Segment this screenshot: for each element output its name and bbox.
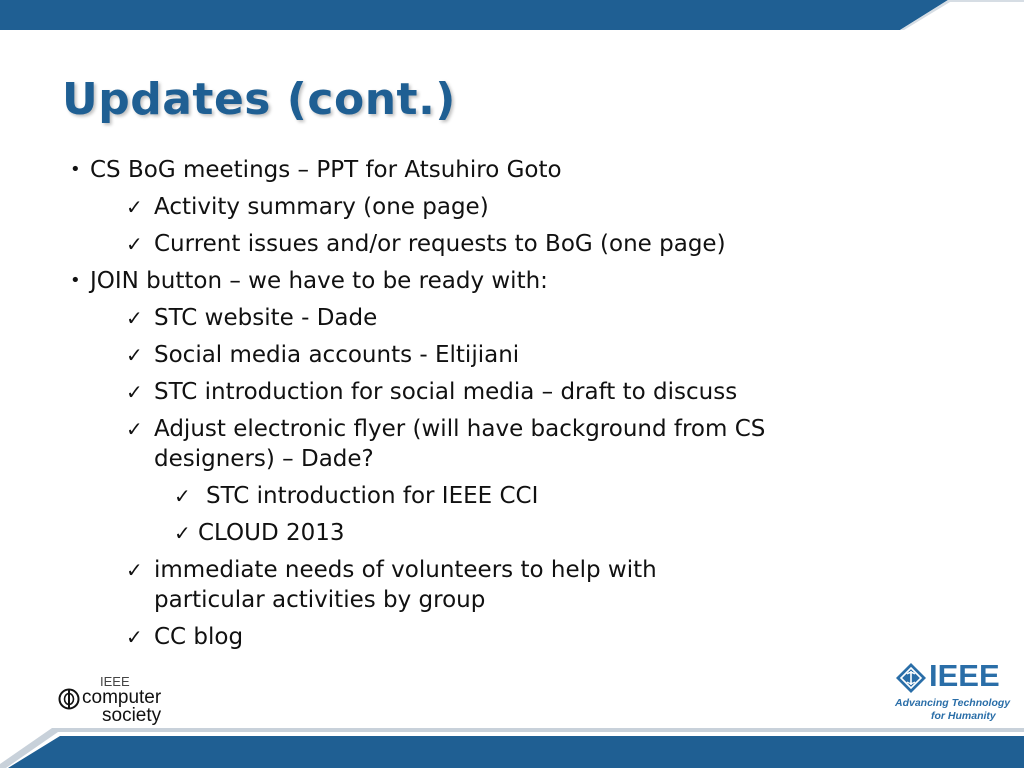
bullet-text: JOIN button – we have to be ready with:: [90, 268, 548, 294]
cs-emblem-icon: [58, 688, 80, 710]
checklist-item: [70, 229, 910, 259]
checklist-text: CC blog: [154, 624, 244, 650]
checkmark-icon: ✓: [174, 484, 191, 508]
checklist-subitem: [70, 481, 910, 511]
checklist-text: Adjust electronic flyer (will have background from CS designers) – Dade?: [154, 416, 766, 472]
checkmark-icon: ✓: [126, 306, 143, 330]
checklist-text: STC introduction for IEEE CCI: [206, 483, 539, 509]
slide-bullet-list: [70, 150, 910, 659]
bullet-item: [70, 155, 910, 185]
checklist-text: STC introduction for social media – draft to discuss: [154, 379, 738, 405]
cs-logo-line2: society: [102, 705, 162, 726]
bullet-item: [70, 266, 910, 296]
cs-logo-line1: computer: [82, 687, 162, 708]
checkmark-icon: ✓: [174, 521, 191, 545]
bullet-dot-icon: •: [70, 159, 81, 180]
checkmark-icon: ✓: [126, 195, 143, 219]
checklist-item: [70, 303, 910, 333]
ieee-tagline-line1: Advancing Technology: [895, 697, 1011, 709]
bottom-decorative-bar: [0, 728, 1024, 768]
checklist-item: [70, 192, 910, 222]
checklist-text: Social media accounts - Eltijiani: [154, 342, 520, 368]
checklist-text: immediate needs of volunteers to help with particular activities by group: [154, 557, 657, 613]
ieee-diamond-icon: [895, 662, 927, 694]
slide-title: Updates (cont.): [62, 74, 456, 125]
checklist-text: Current issues and/or requests to BoG (one page): [154, 231, 726, 257]
checklist-item: [70, 377, 910, 407]
cs-logo-ieee-text: IEEE: [100, 674, 130, 689]
checklist-item: [70, 622, 910, 652]
ieee-tagline-line2: for Humanity: [931, 710, 996, 722]
ieee-logo-word: IEEE: [929, 658, 1000, 693]
checklist-item: [70, 340, 910, 370]
checkmark-icon: ✓: [126, 232, 143, 256]
checkmark-icon: ✓: [126, 417, 143, 441]
bullet-dot-icon: •: [70, 270, 81, 291]
checklist-item: [70, 414, 854, 474]
checklist-text: Activity summary (one page): [154, 194, 489, 220]
bullet-text: CS BoG meetings – PPT for Atsuhiro Goto: [90, 157, 562, 183]
checklist-subitem: [70, 518, 910, 548]
checkmark-icon: ✓: [126, 343, 143, 367]
top-decorative-bar: [0, 0, 1024, 32]
checkmark-icon: ✓: [126, 380, 143, 404]
ieee-logo: [893, 658, 1011, 724]
checklist-text: STC website - Dade: [154, 305, 378, 331]
checklist-item: [70, 555, 734, 615]
computer-society-logo: [58, 674, 193, 726]
checkmark-icon: ✓: [126, 625, 143, 649]
checkmark-icon: ✓: [126, 558, 143, 582]
checklist-text: CLOUD 2013: [198, 520, 345, 546]
